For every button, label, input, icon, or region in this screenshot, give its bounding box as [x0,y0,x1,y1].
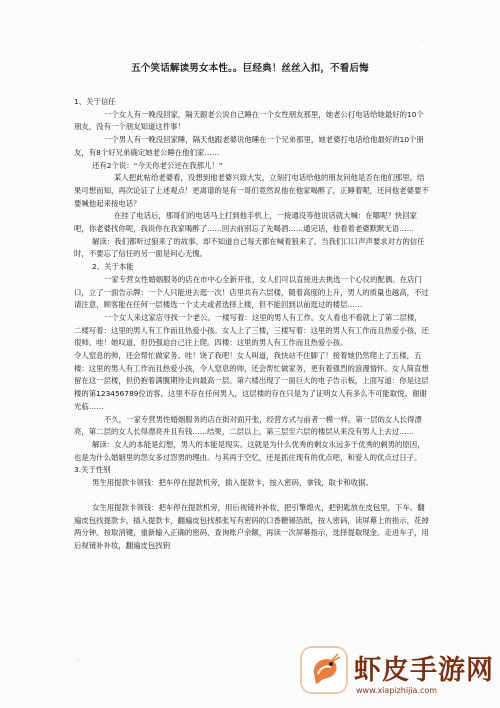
document-body [74,96,429,553]
watermark-site-url: www.xiapizhijia.com [356,686,438,695]
page-footer-mark: .. [77,656,81,663]
page-top-mark: · [421,38,423,45]
paragraph: 不久，一家专营男性婚姻服务的店在街对面开张，经营方式与前者一模一样。第一层的女人长得漂亮，第二层的女人长得漂亮并且有钱……结果，二层以上，第三层至六层的楼层从来没有男人上去过…… [74,414,422,437]
paragraph: 令人窒息的帅，还会帮忙做家务。哇！饶了我吧！女人叫道，我快站不住脚了！接着她仍然爬上了五楼，五楼：这里的男人有工作而且热爱小孩，令人窒息的帅，还会帮忙做家务，更有着强烈的浪漫情怀。女人简直想留在这一层楼，但仍抱着满腹期待走向最高一层。第六楼出现了一面巨大的电子告示板，上面写道：你是这层楼的第123456789位访客，这里不存在任何男人，这层楼的存在只是为了证明女人有多么不可能取悦。谢谢光临…… [74,351,429,411]
paragraph: 一个男人有一晚没回家睡，隔天他跟老婆说他睡在一个兄弟那里，她老婆打电话给他最好的10个朋友，有8个好兄弟确定她老公睡在他们家…… [74,135,424,157]
paragraph: 2、关于本能 [92,262,134,272]
site-watermark [300,642,500,708]
paragraph: 在挂了电话后，那哥们的电话马上打到他手机上，一接通没等他说话就大喊：在哪呢？快回家吧，你老婆找你呢，我说你在我家喝醉了……回去前别忘了先喝酒……通完话，他看着老婆默默无语…… [74,211,418,234]
paragraph: 女生用提款卡领钱：把车停在提款机旁，用后视镜补补妆，把引擎熄火，把钥匙放在皮包里，下车。翻遍皮包找提款卡，插入提款卡，翻遍皮包找那张写有密码的口香糖锡箔纸，按入密码，读屏幕上的指示，花掉两分钟。按取消键，重新输入正确的密码，查询账户余额，再读一次屏幕指示，选择提取现金。走进车子，用后视镜补补妆，翻遍皮包找钥 [74,502,429,550]
paragraph: 男生用提款卡领钱：把车停在提款机旁，插入提款卡，按入密码，拿钱，取卡和收据。 [92,478,373,488]
shrimp-logo-icon [300,646,348,694]
paragraph: 解读：我们都听过狼来了的故事。却不知道自己每天都在喊着狼来了。当我们口口声声要求对方的信任时，不要忘了信任的另一面是问心无愧。 [74,236,425,259]
section-heading: 1、关于信任 [74,97,116,106]
watermark-site-name: 虾皮手游网 [354,655,494,686]
paragraph: 一个女人有一晚没回家，隔天跟老公说自己睡在一个女性朋友那里，她老公打电话给她最好的10个朋友，没有一个朋友知道这件事！ [74,109,424,132]
paragraph: 某人把此帖给老婆看，没想到他老婆兴致大发，立刻打电话给他的朋友问他是否在他们那里。结果可想而知，再次论证了上述观点！更离谱的是有一哥们竟然说他在他家喝醉了，正睡着呢，还问他老婆要不要喊他起来接电话？ [74,173,429,208]
paragraph: 3.关于性别 [74,465,111,475]
paragraph: 一个女人来这家店寻找一个老公。一楼写着：这里的男人有工作。女人看也不看就上了第二层楼，二楼写着：这里的男人有工作而且热爱小孩。女人上了三楼，三楼写着：这里的男人有工作而且热爱小孩，还很帅。哇！她叹道，但仍强迫自己往上爬。四楼：这里的男人有工作而且热爱小孩。 [74,312,429,348]
paragraph: 解读：女人的本能是幻想，男人的本能是现实。这就是为什么优秀的剩女永远多于优秀的剩男的原因，也是为什么婚姻里的怨女多过怨男的理由。与其再于空忆，还是抓住现有的优点吧，和爱人的优点过日子。 [74,439,425,462]
document-title: 五个笑话解读男女本性。。巨经典！丝丝入扣，不看后悔 [131,63,369,74]
paragraph: 一家专营女性婚姻服务的店在市中心全新开张，女人们可以直接进去挑选一个心仪的配偶。在店门口，立了一面告示牌：一个人只能进去逛一次！店里共有六层楼，随着高度的上升，男人的质量也越高，不过请注意，顾客能在任何一层楼选一个丈夫或者选择上楼，但不能回到以前逛过的楼层…… [74,274,429,310]
paragraph-spacer [74,490,429,502]
paragraph: 还有2个说：“今天你老公还在我那儿！” [92,160,223,170]
